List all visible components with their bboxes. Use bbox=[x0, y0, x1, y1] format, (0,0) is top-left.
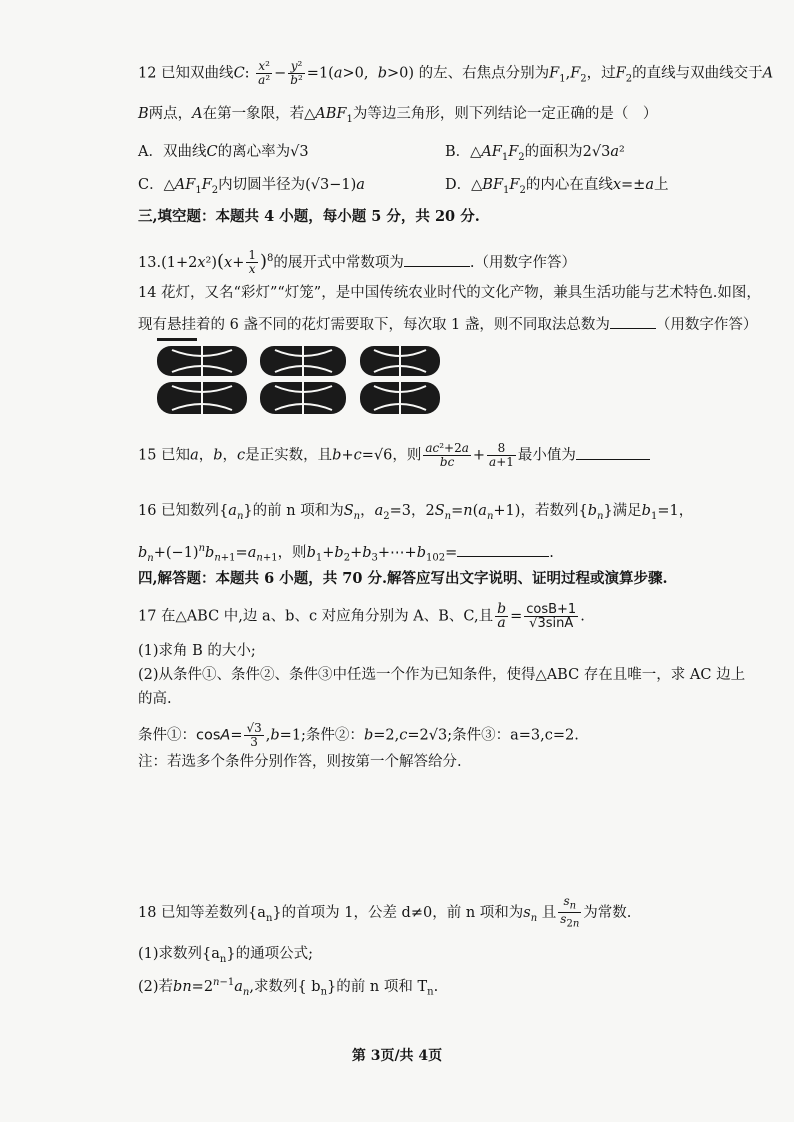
q17-condition-text: ;条件②： bbox=[301, 727, 364, 744]
q16-text: 16 已知数列 bbox=[138, 503, 220, 519]
q12-text: 两点， bbox=[148, 106, 193, 122]
q13-text: 的展开式中常数项为 bbox=[273, 254, 404, 271]
q14-line1: 14 花灯，又名“彩灯”“灯笼”，是中国传统农业时代的文化产物，兼具生活功能与艺术特色.如图， bbox=[138, 285, 761, 301]
q15-text: ，则 bbox=[392, 447, 422, 464]
q17-note: 注：若选多个条件分别作答，则按第一个解答给分. bbox=[138, 754, 462, 770]
q16-answer-blank[interactable] bbox=[457, 542, 549, 557]
q16-text: ，若数列 bbox=[520, 503, 579, 519]
q17-line1: 17 在△ABC 中,边 a、b、c 对应角分别为 A、B、C,且 $\frac{b}{a}$ = $\frac{\cos B+1}{√3\sin A}$ . bbox=[138, 601, 585, 631]
q12-option-b: B．$\triangle AF_1F_2$的面积为2√3a² bbox=[445, 144, 625, 163]
q16-text: 的前 n 项和为 bbox=[252, 503, 344, 519]
q17-text: 17 在△ABC 中,边 a、b、c 对应角分别为 A、B、C,且 bbox=[138, 608, 494, 625]
option-text: 的面积为 bbox=[524, 144, 583, 160]
option-text: 的离心率为 bbox=[217, 144, 291, 160]
section-3-heading: 三,填空题：本题共 4 小题，每小题 5 分，共 20 分. bbox=[138, 208, 480, 225]
lanterns-image bbox=[152, 338, 452, 422]
option-text: 的内心在直线 bbox=[525, 177, 613, 193]
q13-number: 13. bbox=[138, 254, 162, 271]
q18-text: (1)求数列{a bbox=[138, 946, 220, 962]
q15-text: 最小值为 bbox=[517, 447, 576, 464]
q15-text: 是正实数，且 bbox=[245, 447, 333, 464]
q16-line2: $b_n+(-1)^nb_{n+1}=a_{n+1}$，则$b_1+b_2+b_3+\cdots+b_{102}=$ . bbox=[138, 543, 554, 564]
q18-text: ,求数列{ b bbox=[249, 978, 321, 995]
q16-text: ，则 bbox=[277, 544, 307, 561]
section-4-heading: 四,解答题：本题共 6 小题，共 70 分.解答应写出文字说明、证明过程或演算步骤. bbox=[138, 570, 668, 587]
q17-part2-line2: 的高. bbox=[138, 691, 172, 707]
option-label: D． bbox=[445, 177, 472, 193]
q16-text: 满足 bbox=[612, 503, 642, 519]
q18-part2: (2)若$bn=2^{n-1}a_n$,求数列{ $b_n$}的前 n 项和 $T_n$. bbox=[138, 977, 439, 998]
q12-text: 的左、右焦点分别为 bbox=[418, 65, 550, 82]
q17-part1: (1)求角 B 的大小; bbox=[138, 643, 256, 659]
q18-part1: (1)求数列$\{a_n\}$的通项公式; bbox=[138, 946, 313, 965]
q18-text: }的首项为 1，公差 d≠0，前 n 项和为 bbox=[272, 904, 524, 921]
option-text: 内切圆半径为 bbox=[218, 177, 306, 193]
q12-line1: 12 已知双曲线C: $\frac{\text{x²}}{\text{a²}}$ − $\frac{\text{y²}}{\text{b²}}$ =1(a>0, b>0) 的左、右焦点分别为$F_1,F_2$，过$F_2$的直线与双曲线交于A bbox=[138, 59, 774, 87]
q18-text: (2)若 bbox=[138, 978, 174, 995]
q18-text: }的前 n 项和 T bbox=[327, 978, 428, 995]
q12-line2: B两点，A在第一象限，若$\triangle ABF_1$为等边三角形，则下列结论一定正确的是（ ） bbox=[138, 106, 658, 125]
q12-text: ，过 bbox=[586, 65, 616, 82]
q14-line2 bbox=[138, 314, 757, 336]
q12-text: 在第一象限，若 bbox=[202, 106, 305, 122]
q12-option-d: D．$\triangle BF_1F_2$的内心在直线x=±a上 bbox=[445, 177, 669, 196]
page-number: 第 3页/共 4页 bbox=[351, 1048, 443, 1064]
q12-option-a: A．双曲线C的离心率为√3 bbox=[138, 144, 309, 160]
q12-text: 的直线与双曲线交于 bbox=[632, 65, 763, 82]
q18-text: 且 bbox=[541, 904, 557, 921]
q16-line1: 16 已知数列$\{a_n\}$的前 n 项和为$S_n$，$a_2=3$，$2S_n=n(a_n+1)$，若数列$\{b_n\}$满足$b_1=1$， bbox=[138, 503, 694, 522]
q14-answer-blank[interactable] bbox=[610, 314, 656, 329]
q17-conditions: 条件①：cosA= $\frac{√3}{3}$ ,b=1;条件②：b=2,c=2√3;条件③：a=3,c=2. bbox=[138, 721, 579, 749]
q18-text: 18 已知等差数列{a bbox=[138, 904, 266, 921]
option-label: B． bbox=[445, 144, 471, 160]
option-text: 上 bbox=[653, 177, 669, 193]
q18-text: . bbox=[433, 978, 439, 995]
q15-text: 15 已知 bbox=[138, 447, 191, 464]
q14-text: 现有悬挂着的 6 盏不同的花灯需要取下，每次取 1 盏，则不同取法总数为 bbox=[138, 317, 610, 333]
q13-answer-blank[interactable] bbox=[404, 252, 470, 267]
q14-note: （用数字作答） bbox=[655, 317, 758, 333]
q13-note: .（用数字作答） bbox=[469, 254, 577, 271]
option-label: C． bbox=[138, 177, 164, 193]
q15: 15 已知a，b，c是正实数，且b+c=√6，则 $\frac{\text{ac²+2a}}{bc}$ + $\frac{8}{a+1}$ 最小值为 bbox=[138, 442, 650, 469]
q12-option-c: C．$\triangle AF_1F_2$内切圆半径为(√3−1)a bbox=[138, 177, 365, 196]
q13: 13.(1+2x²)(x+ $\frac{1}{x}$ )$^8$的展开式中常数项为 .（用数字作答） bbox=[138, 248, 577, 277]
q15-answer-blank[interactable] bbox=[576, 445, 650, 460]
option-label: A．双曲线 bbox=[138, 144, 207, 160]
q12-text: 12 已知双曲线 bbox=[138, 65, 234, 82]
q12-text: 为等边三角形，则下列结论一定正确的是（ ） bbox=[352, 106, 658, 122]
q17-part2-line1: (2)从条件①、条件②、条件③中任选一个作为已知条件，使得△ABC 存在且唯一，求 AC 边上 bbox=[138, 667, 746, 683]
q18-text: }的通项公式; bbox=[226, 946, 313, 962]
q18-text: 为常数. bbox=[583, 904, 632, 921]
q17-condition-text: 条件①： bbox=[138, 727, 196, 744]
q17-condition-text: ;条件③：a=3,c=2. bbox=[447, 727, 579, 744]
q18-line1: 18 已知等差数列$\{a_n\}$的首项为 1，公差 d≠0，前 n 项和为$s_n$ 且 $\frac{s_n}{s_{2n}}$ 为常数. bbox=[138, 894, 632, 930]
